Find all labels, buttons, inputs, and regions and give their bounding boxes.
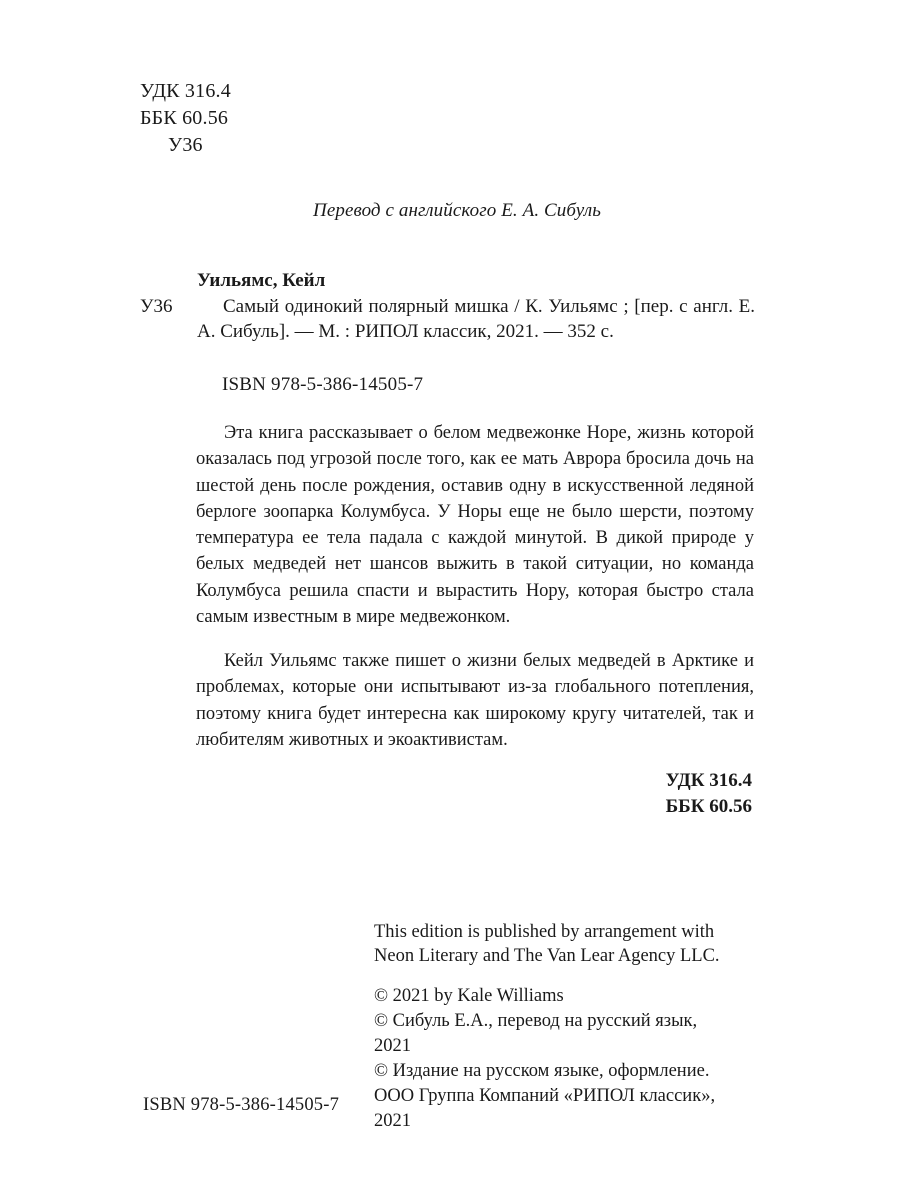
copyright-line-3-cont: ООО Группа Компаний «РИПОЛ классик», [374,1086,716,1107]
copyright-block [374,920,756,1133]
copyright-line-1: © 2021 by Kale Williams [374,986,564,1007]
translator-credit: Перевод с английского Е. А. Сибуль [313,200,601,221]
isbn-main: ISBN 978-5-386-14505-7 [222,374,424,395]
annotation-text [196,420,754,753]
biblio-description: Самый одинокий полярный мишка / К. Уильямс ; [пер. с англ. Е. А. Сибуль]. — М. : РИПОЛ классик, 2021. — 352 с. [197,296,755,342]
edition-arrangement-note: This edition is published by arrangement with Neon Literary and The Van Lear Agency LLC. [374,922,720,967]
copyright-line-3-cont2: 2021 [374,1111,411,1132]
bibliographic-record [140,270,755,344]
biblio-author: Уильямс, Кейл [197,270,326,291]
udk-code-repeat: УДК 316.4 [665,770,752,791]
copyright-line-3: © Издание на русском языке, оформление. [374,1061,710,1082]
biblio-body [140,295,755,344]
bbk-code: ББК 60.56 [140,107,229,129]
biblio-index-tag: У36 [140,296,173,317]
annotation-paragraph-1: Эта книга рассказывает о белом медвежонке Норе, жизнь которой оказалась под угрозой после того, как ее мать Аврора бросила дочь на шестой день после рождения, оставив одну в искусственной ледяной берлоге зоопарка Колумбуса. У Норы еще не было шерсти, поэтому температура ее тела падала с каждой минутой. В дикой природе у белых медведей нет шансов выжить в такой ситуации, но команда Колумбуса решила спасти и вырастить Нору, которая быстро стала самым известным в мире медвежонком. [196,423,754,627]
author-index-code: У36 [168,134,203,156]
udk-code: УДК 316.4 [140,80,231,102]
copyright-line-2-cont: 2021 [374,1036,411,1057]
copyright-line-2: © Сибуль Е.А., перевод на русский язык, [374,1011,698,1032]
classification-codes [140,78,231,159]
isbn-bottom: ISBN 978-5-386-14505-7 [143,1095,340,1115]
annotation-paragraph-2: Кейл Уильямс также пишет о жизни белых медведей в Арктике и проблемах, которые они испытывают из-за глобального потепления, поэтому книга будет интересна как широкому кругу читателей, так и любителям животных и экоактивистам. [196,651,754,750]
classification-codes-repeat [666,768,752,819]
bbk-code-repeat: ББК 60.56 [665,795,752,817]
